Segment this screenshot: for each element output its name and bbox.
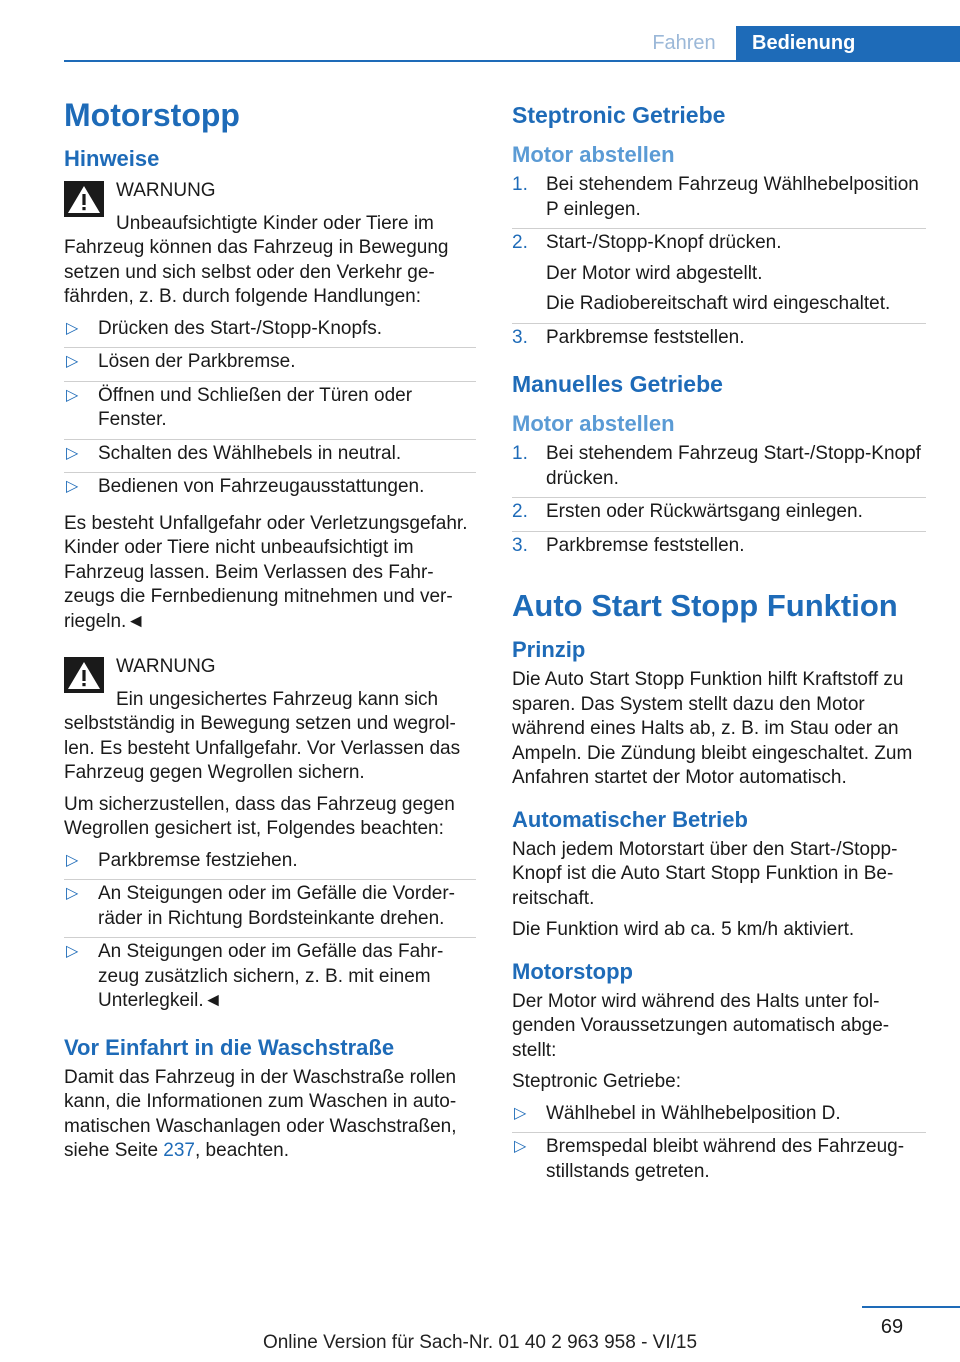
heading-waschstrasse: Vor Einfahrt in die Waschstraße — [64, 1034, 395, 1060]
list-item: ▷ Lösen der Parkbremse. — [64, 350, 476, 382]
prinzip-text: Die Auto Start Stopp Funktion hilft Kraftstoff zu sparen. Das System stellt dazu den Motor während eines Halts ab, z. B. im Stau oder an Ampeln. Die Zündung bleibt eingeschaltet. Zum Anfahren startet der Motor automatisch. — [512, 669, 913, 788]
header-rule — [64, 60, 960, 62]
bullet-triangle-icon: ▷ — [66, 444, 79, 462]
heading-hinweise: Hinweise — [64, 146, 160, 171]
heading-motorstopp: Motorstopp — [512, 958, 633, 984]
list-item: 3. Parkbremse feststellen. — [512, 326, 745, 348]
subheading-motor-abstellen: Motor abstellen — [512, 142, 675, 167]
warning-list-1 — [64, 317, 476, 506]
bullet-triangle-icon: ▷ — [514, 1104, 527, 1122]
heading-steptronic: Steptronic Getriebe — [512, 102, 726, 128]
warning-para: Um sicherzustellen, dass das Fahrzeug gegen Wegrollen gesichert ist, Folgendes beachten: — [64, 793, 455, 839]
warning-first-line: Ein ungesichertes Fahrzeug kann sich — [116, 688, 439, 710]
list-item: ▷ Öffnen und Schließen der Türen oder Fenster. — [64, 384, 476, 440]
list-item: ▷ Schalten des Wählhebels in neutral. — [64, 442, 476, 474]
section-title-motorstopp: Motorstopp — [64, 97, 240, 133]
right-column — [512, 95, 926, 1196]
list-item: ▷ Bremspedal bleibt während des Fahrzeugstillstands getreten. — [514, 1136, 905, 1182]
bullet-triangle-icon: ▷ — [66, 353, 79, 370]
list-item: ▷ An Steigungen oder im Gefälle die Vorderräder in Richtung Bordsteinkante drehen. — [64, 882, 476, 938]
left-column — [64, 95, 476, 1171]
warning-icon — [64, 181, 104, 217]
list-item: 1. Bei stehendem Fahrzeug Start-/Stopp-Knopf drücken. — [512, 442, 926, 498]
list-item: ▷ Parkbremse festziehen. — [64, 849, 476, 881]
list-item: ▷ Wählhebel in Wählhebelposition D. — [512, 1102, 926, 1134]
warning-icon — [64, 657, 104, 693]
warning-title: WARNUNG — [116, 656, 216, 677]
list-item: 2. Start-/Stopp-Knopf drücken. Der Motor wird abgestellt. Die Radiobereitschaft wird eingeschaltet. — [512, 231, 926, 324]
motorstopp-list — [512, 1102, 926, 1191]
warning-title: WARNUNG — [116, 180, 216, 201]
list-item: 2. Ersten oder Rückwärtsgang einlegen. — [512, 500, 926, 532]
list-item: ▷ Drücken des Start-/Stopp-Knopfs. — [64, 317, 476, 349]
steptronic-steps — [512, 173, 926, 356]
bullet-triangle-icon: ▷ — [66, 885, 79, 902]
bullet-triangle-icon: ▷ — [66, 386, 79, 404]
tab-fahren[interactable]: Fahren — [652, 31, 716, 54]
heading-automatischer-betrieb: Automatischer Betrieb — [512, 806, 748, 832]
list-item: ▷ Bedienen von Fahrzeugausstattungen. — [64, 475, 476, 506]
warning-first-line: Unbeaufsichtigte Kinder oder Tiere im — [116, 212, 434, 234]
betrieb-text-2: Die Funktion wird ab ca. 5 km/h aktiviert. — [512, 919, 855, 940]
warning-block-1 — [64, 179, 476, 236]
bullet-triangle-icon: ▷ — [514, 1138, 527, 1155]
betrieb-text: Nach jedem Motorstart über den Start-/Stopp-Knopf ist die Auto Start Stopp Funktion in Bereitschaft. — [512, 838, 898, 909]
list-item: ▷ An Steigungen oder im Gefälle das Fahrzeug zusätzlich sichern, z. B. mit einem Unterlegkeil.◄ — [66, 941, 444, 1011]
bullet-triangle-icon: ▷ — [66, 319, 79, 337]
manuell-steps — [512, 442, 926, 564]
bullet-triangle-icon: ▷ — [66, 943, 79, 960]
page-number: 69 — [880, 1316, 904, 1338]
steptronic-label: Steptronic Getriebe: — [512, 1071, 681, 1092]
page-number-rule — [862, 1306, 960, 1308]
heading-prinzip: Prinzip — [512, 637, 586, 662]
warning-text: Fahrzeug können das Fahrzeug in Bewegung setzen und sich selbst oder den Verkehr gefährden, z. B. durch folgende Handlungen: — [64, 237, 449, 307]
motorstopp-text: Der Motor wird während des Halts unter folgenden Voraussetzungen automatisch abgestellt: — [512, 990, 890, 1061]
list-item: 1. Bei stehendem Fahrzeug Wählhebelposition P einlegen. — [512, 173, 926, 229]
bullet-triangle-icon: ▷ — [66, 851, 79, 869]
waschstrasse-text: Damit das Fahrzeug in der Waschstraße rollen kann, die Informationen zum Waschen in automatischen Waschanlagen oder Waschstraßen, siehe Seite 237, beachten. — [64, 1066, 457, 1161]
section-title-auto-start-stopp: Auto Start Stopp Funktion — [512, 588, 898, 623]
subheading-motor-abstellen: Motor abstellen — [512, 411, 675, 436]
tab-bedienung[interactable]: Bedienung — [736, 26, 960, 60]
warning-list-2 — [64, 849, 476, 1020]
bullet-triangle-icon: ▷ — [66, 478, 79, 495]
heading-manuell: Manuelles Getriebe — [512, 371, 723, 397]
warning-text: selbstständig in Bewegung setzen und wegrollen. Es besteht Unfallgefahr. Vor Verlassen das Fahrzeug gegen Wegrollen sichern. — [64, 713, 461, 783]
warning-after-text: Es besteht Unfallgefahr oder Verletzungsgefahr. Kinder oder Tiere nicht unbeaufsichtigt im Fahrzeug lassen. Beim Verlassen des Fahrzeugs die Fernbedienung mitnehmen und verriegeln.◄ — [64, 512, 468, 632]
footer-text: Online Version für Sach-Nr. 01 40 2 963 958 - VI/15 — [262, 1332, 698, 1353]
list-item: 3. Parkbremse feststellen. — [512, 534, 745, 556]
warning-block-2 — [64, 655, 476, 712]
page-link[interactable]: 237 — [163, 1140, 195, 1161]
